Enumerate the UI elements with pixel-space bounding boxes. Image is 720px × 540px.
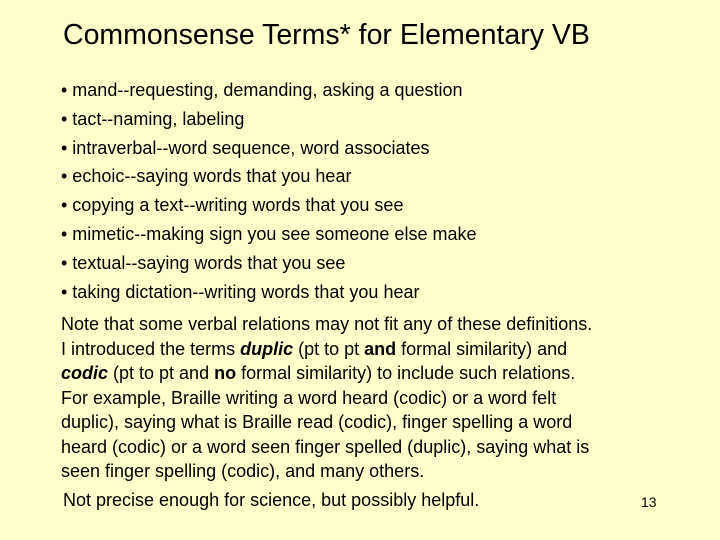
note-text: formal similarity) and [396,338,568,359]
note-line [61,361,701,386]
slide-title: Commonsense Terms* for Elementary VB [63,19,590,51]
bullet-item: • intraverbal--word sequence, word associates [61,137,430,158]
term-duplic: duplic [240,338,294,359]
bullet-item: • tact--naming, labeling [61,108,245,129]
bullet-item: • textual--saying words that you see [61,252,346,273]
bullet-item: • copying a text--writing words that you see [61,195,404,216]
note-line: For example, Braille writing a word heard (codic) or a word felt [61,387,557,408]
note-paragraph [61,312,701,484]
bullet-item: • taking dictation--writing words that you hear [61,281,420,302]
slide-body [61,76,701,484]
emphasis-and: and [364,338,397,359]
note-text: (pt to pt and [108,363,215,384]
note-line: Note that some verbal relations may not fit any of these definitions. [61,314,593,335]
slide-footer: Not precise enough for science, but possibly helpful. [63,490,480,510]
bullet-item: • mand--requesting, demanding, asking a question [61,80,463,100]
emphasis-no: no [214,363,237,384]
note-line: seen finger spelling (codic), and many others. [61,461,425,482]
note-line: heard (codic) or a word seen finger spelled (duplic), saying what is [61,436,590,457]
note-text: (pt to pt [293,338,365,359]
note-text: I introduced the terms [61,338,241,359]
note-line: duplic), saying what is Braille read (codic), finger spelling a word [61,412,573,433]
bullet-item: • mimetic--making sign you see someone else make [61,223,477,244]
slide-number: 13 [641,494,657,510]
note-text: formal similarity) to include such relations. [236,363,576,384]
bullet-item: • echoic--saying words that you hear [61,166,352,187]
term-codic: codic [61,363,109,384]
note-line [61,337,701,362]
